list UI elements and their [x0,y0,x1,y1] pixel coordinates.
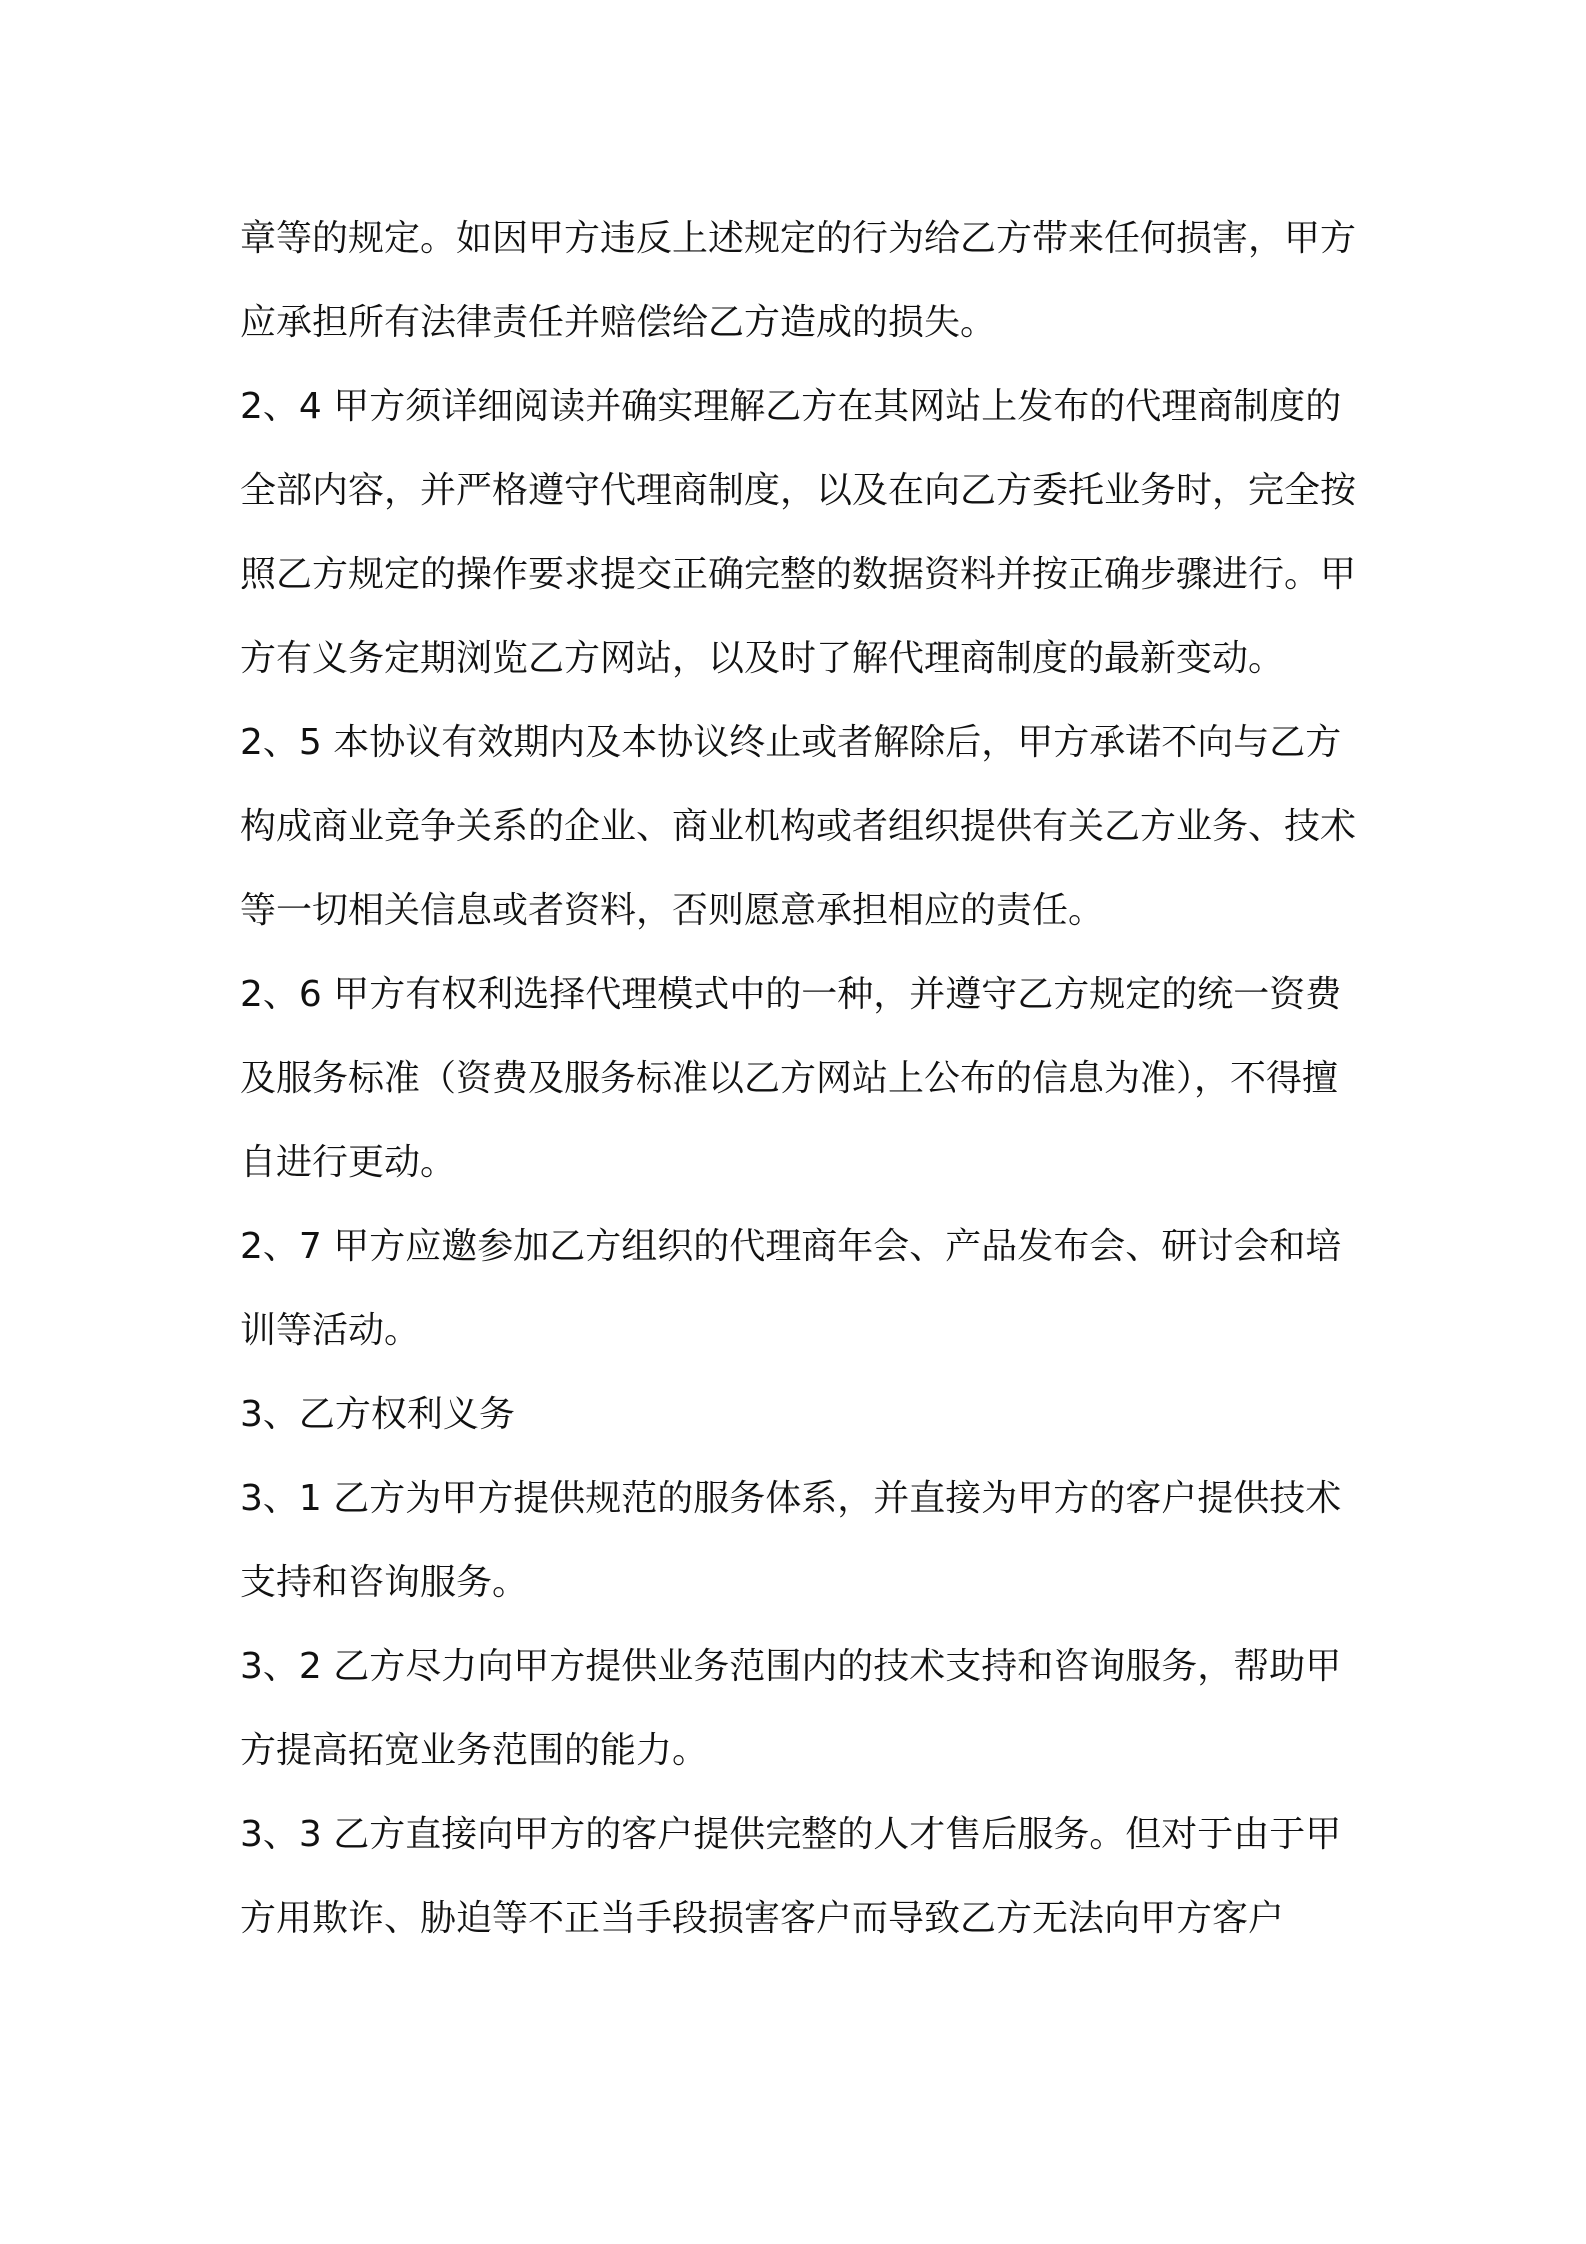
document-body [240,197,1360,1961]
paragraph-3-3: 3、3 乙方直接向甲方的客户提供完整的人才售后服务。但对于由于甲方用欺诈、胁迫等不正当手段损害客户而导致乙方无法向甲方客户 [240,1814,1342,1939]
paragraph-2-7: 2、7 甲方应邀参加乙方组织的代理商年会、产品发布会、研讨会和培训等活动。 [240,1226,1342,1351]
paragraph-1: 章等的规定。如因甲方违反上述规定的行为给乙方带来任何损害，甲方应承担所有法律责任并赔偿给乙方造成的损失。 [240,218,1357,343]
paragraph-2-6: 2、6 甲方有权利选择代理模式中的一种，并遵守乙方规定的统一资费及服务标准（资费及服务标准以乙方网站上公布的信息为准），不得擅自进行更动。 [240,974,1342,1183]
paragraph-2-4: 2、4 甲方须详细阅读并确实理解乙方在其网站上发布的代理商制度的全部内容，并严格遵守代理商制度，以及在向乙方委托业务时，完全按照乙方规定的操作要求提交正确完整的数据资料并按正确步骤进行。甲方有义务定期浏览乙方网站，以及时了解代理商制度的最新变动。 [240,386,1357,679]
section-heading-3: 3、乙方权利义务 [240,1394,515,1435]
paragraph-2-5: 2、5 本协议有效期内及本协议终止或者解除后，甲方承诺不向与乙方构成商业竞争关系的企业、商业机构或者组织提供有关乙方业务、技术等一切相关信息或者资料，否则愿意承担相应的责任。 [240,722,1357,931]
paragraph-3-2: 3、2 乙方尽力向甲方提供业务范围内的技术支持和咨询服务，帮助甲方提高拓宽业务范围的能力。 [240,1646,1342,1771]
paragraph-3-1: 3、1 乙方为甲方提供规范的服务体系，并直接为甲方的客户提供技术支持和咨询服务。 [240,1478,1342,1603]
